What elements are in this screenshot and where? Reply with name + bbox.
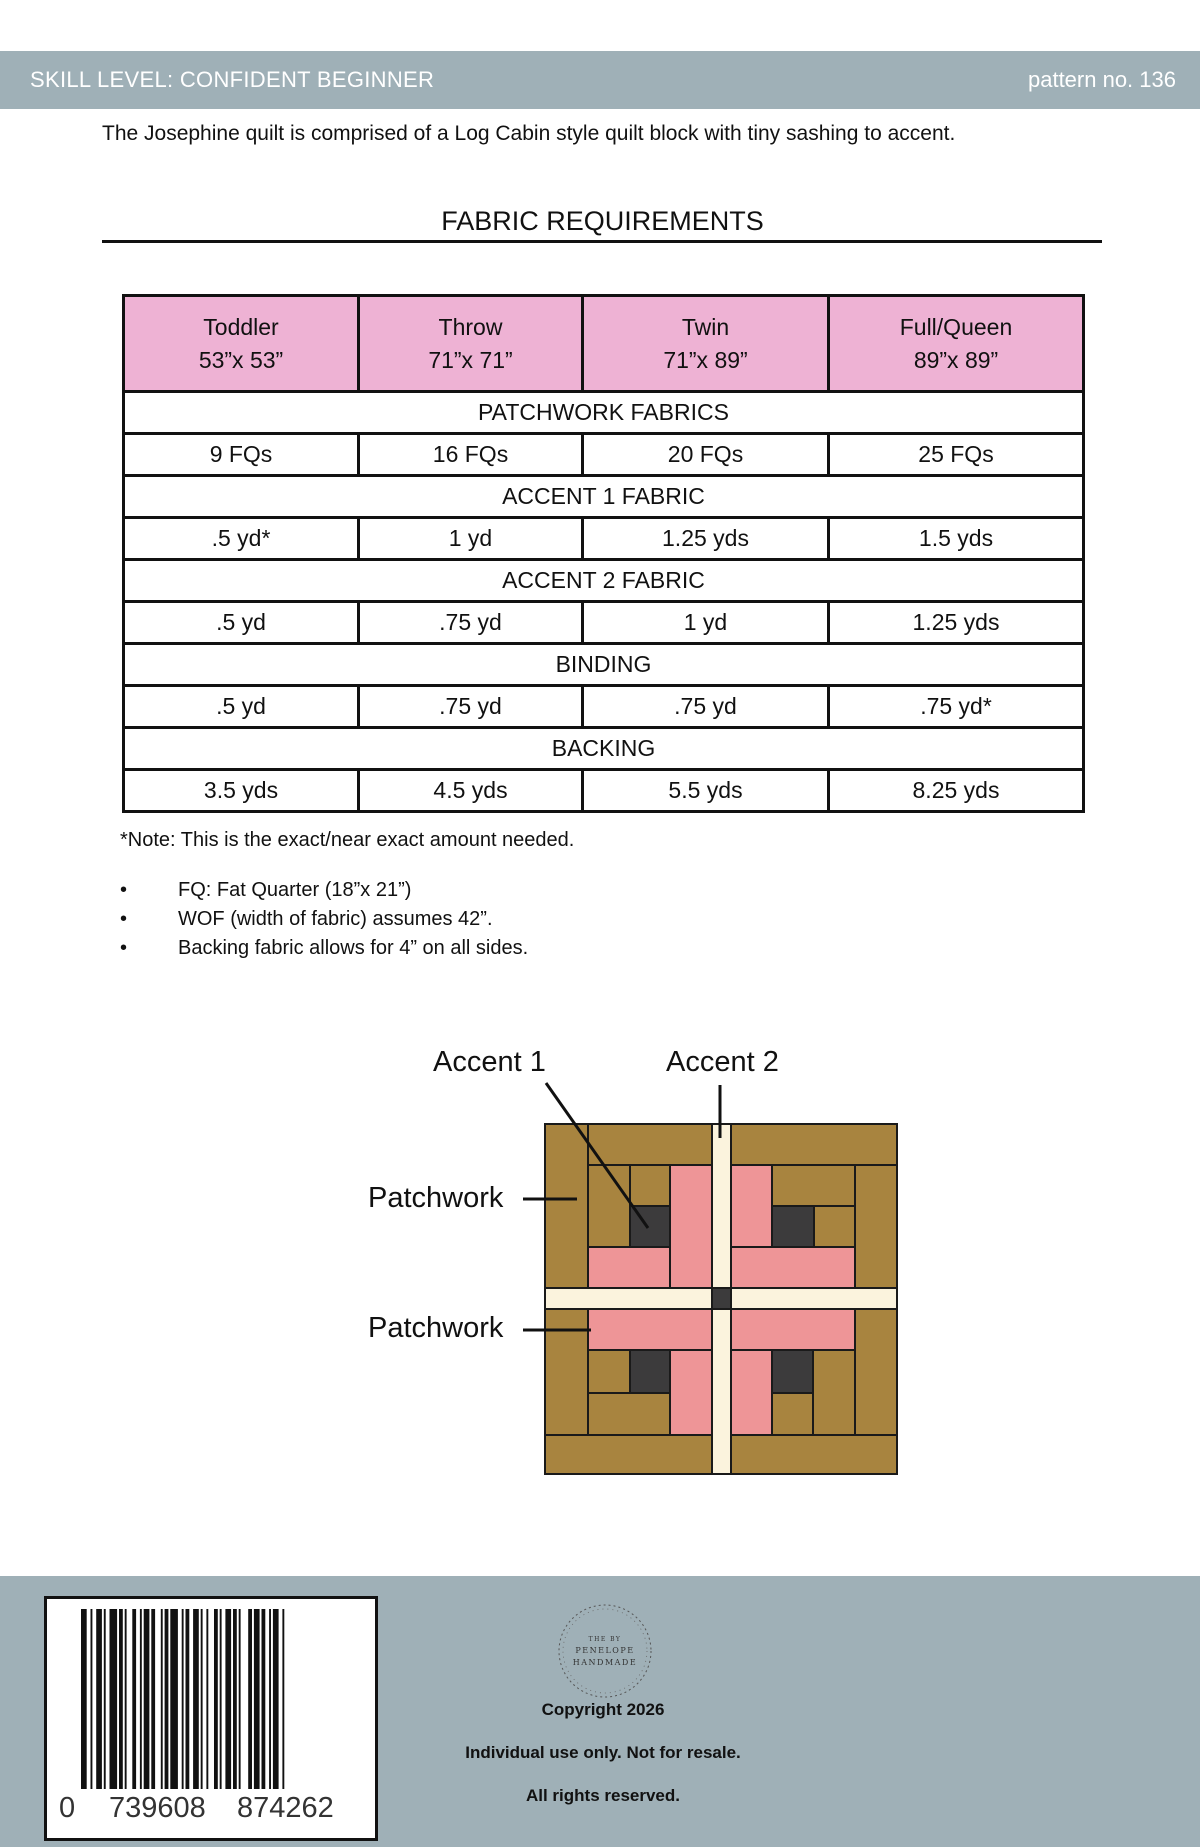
- list-item: • WOF (width of fabric) assumes 42”.: [120, 905, 528, 934]
- size-header-cell: Toddler 53”x 53”: [124, 296, 359, 392]
- table-cell: .75 yd: [583, 686, 829, 728]
- patchwork-log: [545, 1124, 588, 1288]
- patchwork-log: [814, 1206, 855, 1247]
- barcode-bar: [182, 1609, 184, 1789]
- pattern-number: pattern no. 136: [1027, 67, 1176, 92]
- brand-logo: [550, 1596, 660, 1706]
- pink-log: [731, 1309, 855, 1350]
- barcode-bar: [132, 1609, 136, 1789]
- bullet-symbol: •: [120, 937, 128, 959]
- patchwork-log: [545, 1309, 588, 1435]
- barcode-bar: [170, 1609, 178, 1789]
- patchwork-label-top: Patchwork: [368, 1182, 504, 1214]
- pink-log: [670, 1165, 712, 1288]
- section-label: BINDING: [124, 644, 1084, 686]
- logo-line2: HANDMADE: [572, 1658, 638, 1667]
- size-header-cell: Throw 71”x 71”: [359, 296, 583, 392]
- table-cell: .5 yd: [124, 686, 359, 728]
- table-cell: 1 yd: [359, 518, 583, 560]
- rights-text: All rights reserved.: [525, 1786, 680, 1805]
- barcode-bar: [273, 1609, 279, 1789]
- bullet-symbol: •: [120, 879, 128, 901]
- barcode-lead-digit: 0: [59, 1792, 76, 1824]
- barcode-bar: [161, 1609, 163, 1789]
- patchwork-log: [588, 1393, 670, 1435]
- patchwork-log: [813, 1350, 855, 1435]
- table-cell: 9 FQs: [124, 434, 359, 476]
- section-label: ACCENT 1 FABRIC: [124, 476, 1084, 518]
- footnote: *Note: This is the exact/near exact amount needed.: [120, 829, 575, 851]
- barcode-bar: [165, 1609, 169, 1789]
- barcode-bar: [282, 1609, 284, 1789]
- table-cell: 20 FQs: [583, 434, 829, 476]
- barcode-bar: [119, 1609, 123, 1789]
- patchwork-log: [588, 1124, 897, 1165]
- barcode-bar: [186, 1609, 190, 1789]
- table-cell: .5 yd*: [124, 518, 359, 560]
- patchwork-log: [772, 1165, 855, 1206]
- barcode-bar: [220, 1609, 222, 1789]
- requirements-title: FABRIC REQUIREMENTS: [441, 206, 764, 236]
- table-cell: .5 yd: [124, 602, 359, 644]
- patchwork-log: [855, 1165, 897, 1288]
- patchwork-log: [772, 1393, 813, 1435]
- pink-log: [588, 1309, 712, 1350]
- section-label: BACKING: [124, 727, 1084, 769]
- barcode-bar: [225, 1609, 231, 1789]
- table-cell: 16 FQs: [359, 434, 583, 476]
- copyright-text: Copyright 2026: [541, 1700, 665, 1719]
- section-label: ACCENT 2 FABRIC: [124, 560, 1084, 602]
- pink-log: [588, 1247, 670, 1288]
- patchwork-label-bottom: Patchwork: [368, 1312, 504, 1344]
- list-item: • FQ: Fat Quarter (18”x 21”): [120, 876, 528, 905]
- barcode-bar: [104, 1609, 106, 1789]
- bullet-symbol: •: [120, 908, 128, 930]
- size-header-cell: Twin 71”x 89”: [583, 296, 829, 392]
- barcode-bar: [214, 1609, 218, 1789]
- barcode-left-digits: 739608: [109, 1792, 206, 1824]
- table-cell: 1.5 yds: [829, 518, 1084, 560]
- section-label: PATCHWORK FABRICS: [124, 392, 1084, 434]
- logo-small-text: THE BY: [588, 1636, 622, 1643]
- accent1-square: [630, 1350, 670, 1393]
- barcode-bar: [262, 1609, 266, 1789]
- table-cell: .75 yd: [359, 686, 583, 728]
- barcode-bar: [201, 1609, 203, 1789]
- table-cell: .75 yd*: [829, 686, 1084, 728]
- barcode-bar: [96, 1609, 102, 1789]
- quilt-block: [545, 1124, 897, 1474]
- barcode-bar: [144, 1609, 150, 1789]
- barcode-bar: [269, 1609, 271, 1789]
- barcode-right-digits: 874262: [237, 1792, 334, 1824]
- pink-log: [731, 1165, 772, 1247]
- barcode-bar: [151, 1609, 155, 1789]
- pink-log: [731, 1350, 772, 1435]
- barcode-bar: [239, 1609, 241, 1789]
- list-item: • Backing fabric allows for 4” on all sides.: [120, 934, 528, 963]
- barcode: [44, 1596, 378, 1841]
- patchwork-log: [855, 1309, 897, 1435]
- table-cell: 8.25 yds: [829, 769, 1084, 811]
- table-cell: 1.25 yds: [829, 602, 1084, 644]
- table-cell: .75 yd: [359, 602, 583, 644]
- table-cell: 5.5 yds: [583, 769, 829, 811]
- patchwork-log: [588, 1350, 630, 1393]
- usage-text: Individual use only. Not for resale.: [465, 1743, 741, 1762]
- barcode-bar: [81, 1609, 87, 1789]
- barcode-bar: [110, 1609, 118, 1789]
- barcode-bar: [193, 1609, 199, 1789]
- barcode-bar: [206, 1609, 208, 1789]
- table-cell: 4.5 yds: [359, 769, 583, 811]
- pink-log: [731, 1247, 855, 1288]
- table-cell: 25 FQs: [829, 434, 1084, 476]
- table-cell: 1 yd: [583, 602, 829, 644]
- accent1-square: [772, 1206, 814, 1247]
- logo-line1: PENELOPE: [575, 1646, 635, 1655]
- patchwork-log: [630, 1165, 670, 1206]
- accent2-label: Accent 2: [666, 1046, 779, 1078]
- skill-level: SKILL LEVEL: CONFIDENT BEGINNER: [30, 67, 435, 92]
- size-header-cell: Full/Queen 89”x 89”: [829, 296, 1084, 392]
- patchwork-log: [588, 1165, 630, 1247]
- barcode-bar: [140, 1609, 142, 1789]
- accent1-square: [772, 1350, 813, 1393]
- barcode-bar: [91, 1609, 93, 1789]
- barcode-bar: [254, 1609, 260, 1789]
- barcode-bar: [233, 1609, 237, 1789]
- pink-log: [670, 1350, 712, 1435]
- barcode-bar: [125, 1609, 127, 1789]
- accent1-cornerstone: [712, 1288, 731, 1309]
- table-cell: 3.5 yds: [124, 769, 359, 811]
- table-cell: 1.25 yds: [583, 518, 829, 560]
- barcode-bar: [248, 1609, 252, 1789]
- accent1-label: Accent 1: [433, 1046, 546, 1078]
- intro-text: The Josephine quilt is comprised of a Log Cabin style quilt block with tiny sashing to accent.: [102, 122, 956, 145]
